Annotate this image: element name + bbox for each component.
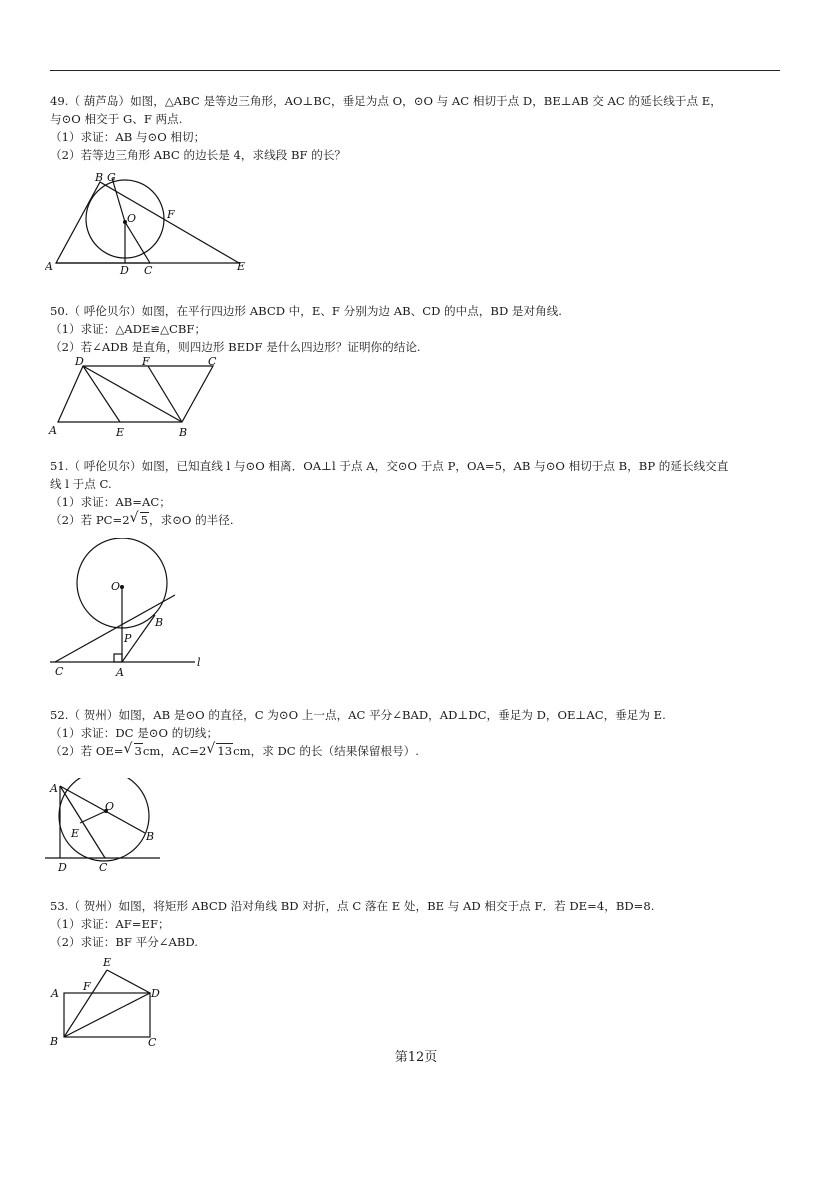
label-b: B: [179, 426, 188, 439]
problem-52: [50, 706, 790, 760]
figure-52: [45, 778, 165, 874]
problem-49-q2: （2）若等边三角形 ABC 的边长是 4，求线段 BF 的长？: [50, 148, 347, 162]
label-o: O: [105, 800, 115, 813]
label-e: E: [237, 260, 246, 273]
problem-52-q1: （1）求证：DC 是⊙O 的切线；: [50, 726, 219, 740]
label-a: A: [116, 666, 124, 679]
problem-49: [50, 92, 790, 164]
label-a: A: [50, 782, 58, 795]
label-e: E: [71, 827, 80, 840]
problem-53-title: 53.（ 贺州）如图，将矩形 ABCD 沿对角线 BD 对折，点 C 落在 E 处，BE 与 AD 相交于点 F．若 DE=4，BD=8.: [50, 899, 655, 913]
problem-49-q1: （1）求证：AB 与⊙O 相切；: [50, 130, 206, 144]
label-o: O: [111, 580, 121, 593]
label-g: G: [107, 171, 116, 184]
problem-50-q1: （1）求证：△ADE≌△CBF；: [50, 322, 207, 336]
problem-50-q2: （2）若∠ADB 是直角，则四边形 BEDF 是什么四边形？证明你的结论.: [50, 340, 421, 354]
label-a: A: [45, 260, 53, 273]
problem-50-title: 50.（ 呼伦贝尔）如图，在平行四边形 ABCD 中，E、F 分别为边 AB、CD 的中点，BD 是对角线.: [50, 304, 562, 318]
figure-51: [45, 538, 215, 680]
sqrt-sign: √ 13: [207, 742, 233, 760]
label-f: F: [167, 208, 175, 221]
label-o: O: [127, 212, 137, 225]
label-c: C: [208, 356, 217, 368]
top-rule: [50, 70, 780, 71]
label-b: B: [50, 1035, 59, 1048]
page-number: 第12页: [394, 1050, 438, 1065]
problem-52-q2: （2）若 OE=√ 3cm，AC=2√ 13cm，求 DC 的长（结果保留根号）.: [50, 742, 790, 760]
figure-50: [45, 356, 225, 440]
label-c: C: [55, 665, 64, 678]
label-d: D: [120, 264, 129, 277]
label-b: B: [146, 830, 155, 843]
problem-50: [50, 302, 790, 356]
label-b: B: [155, 616, 164, 629]
label-f: F: [142, 356, 150, 368]
problem-53-q1: （1）求证：AF=EF；: [50, 917, 170, 931]
label-f: F: [83, 980, 91, 993]
figure-49: [45, 170, 260, 278]
label-l: l: [197, 656, 201, 669]
problem-51-title: 51.（ 呼伦贝尔）如图，已知直线 l 与⊙O 相离．OA⊥l 于点 A，交⊙O 于点 P，OA=5，AB 与⊙O 相切于点 B，BP 的延长线交直: [50, 459, 729, 473]
sqrt-sign: √ 5: [131, 511, 149, 529]
label-b: B: [95, 171, 104, 184]
label-p: P: [124, 632, 132, 645]
figure-53: [45, 953, 165, 1051]
problem-49-title: 49.（ 葫芦岛）如图，△ABC 是等边三角形，AO⊥BC，垂足为点 O，⊙O 与 AC 相切于点 D，BE⊥AB 交 AC 的延长线于点 E，: [50, 94, 722, 108]
label-c: C: [99, 861, 108, 874]
problem-51-q1: （1）求证：AB=AC；: [50, 495, 171, 509]
problem-51-title-cont: 线 l 于点 C.: [50, 477, 112, 491]
label-d: D: [58, 861, 67, 874]
problem-53: [50, 897, 790, 951]
problem-49-title-cont: 与⊙O 相交于 G、F 两点.: [50, 112, 183, 126]
problem-51: [50, 457, 790, 529]
problem-51-q2: （2）若 PC=2√ 5，求⊙O 的半径.: [50, 511, 790, 529]
label-a: A: [49, 424, 57, 437]
label-e: E: [116, 426, 125, 439]
problem-52-title: 52.（ 贺州）如图，AB 是⊙O 的直径，C 为⊙O 上一点，AC 平分∠BAD，AD⊥DC，垂足为 D，OE⊥AC，垂足为 E.: [50, 708, 666, 722]
label-d: D: [151, 987, 160, 1000]
label-a: A: [51, 987, 59, 1000]
label-c: C: [148, 1036, 157, 1049]
label-e: E: [103, 956, 112, 969]
sqrt-sign: √ 3: [125, 742, 143, 760]
label-d: D: [75, 356, 84, 368]
label-c: C: [144, 264, 153, 277]
problem-53-q2: （2）求证：BF 平分∠ABD.: [50, 935, 198, 949]
